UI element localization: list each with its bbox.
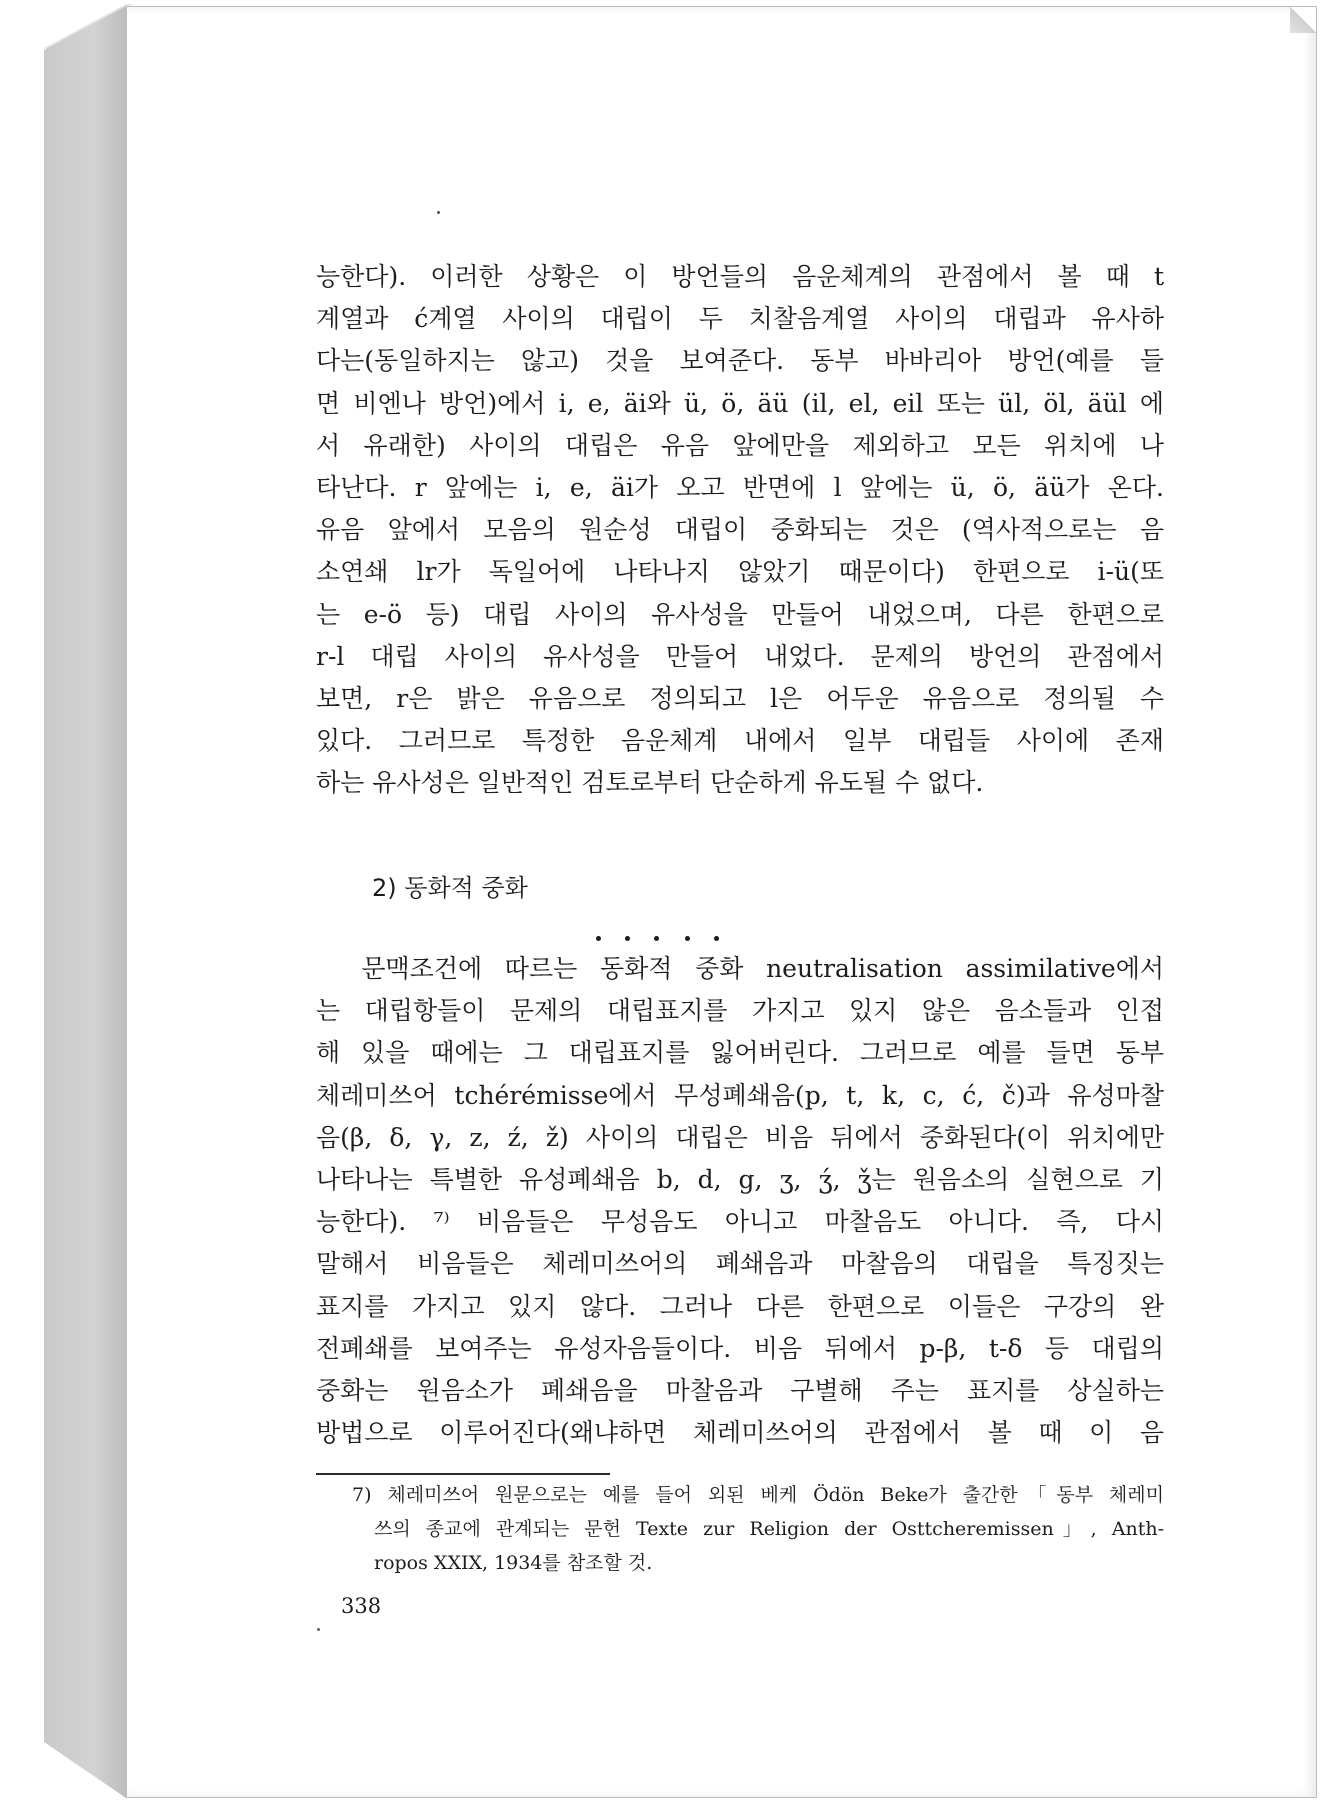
text-line: 다는(동일하지는 않고) 것을 보여준다. 동부 바바리아 방언(예를 들 <box>316 346 1164 376</box>
text-line: 유음 앞에서 모음의 원순성 대립이 중화되는 것은 (역사적으로는 음 <box>316 515 1164 545</box>
text-line: 방법으로 이루어진다(왜냐하면 체레미쓰어의 관점에서 볼 때 이 음 <box>316 1418 1164 1448</box>
text-line: 문맥조건에 따르는 동화적 중화 neutralisation assimilative에서 <box>316 954 1164 983</box>
text-line: 있다. 그러므로 특정한 음운체계 내에서 일부 대립들 사이에 존재 <box>316 726 1164 756</box>
text-line: 능한다). ⁷⁾ 비음들은 무성음도 아니고 마찰음도 아니다. 즉, 다시 <box>316 1207 1164 1237</box>
text-line: 해 있을 때에는 그 대립표지를 잃어버린다. 그러므로 예를 들면 동부 <box>316 1038 1164 1068</box>
footnote-line: 7) 체레미쓰어 원문으로는 예를 들어 외된 베케 Ödön Beke가 출간한「동부 체레미 <box>352 1484 1164 1506</box>
text-line: 하는 유사성은 일반적인 검토로부터 단순하게 유도될 수 없다. <box>316 768 984 798</box>
footnote-line: 쓰의 종교에 관계되는 문헌 Texte zur Religion der Osttcheremissen」, Anth- <box>374 1518 1164 1540</box>
text-line: 보면, r은 밝은 유음으로 정의되고 l은 어두운 유음으로 정의될 수 <box>316 683 1164 713</box>
scan-speck <box>317 1628 320 1631</box>
text-line: 나타나는 특별한 유성폐쇄음 b, d, g, ʒ, ʒ́, ǯ는 원음소의 실현으로 기 <box>316 1164 1164 1194</box>
text-line: 면 비엔나 방언)에서 i, e, äi와 ü, ö, äü (il, el, eil 또는 ül, öl, äül 에 <box>316 388 1164 418</box>
text-line: 타난다. r 앞에는 i, e, äi가 오고 반면에 l 앞에는 ü, ö, äü가 온다. <box>316 472 1164 502</box>
text-line: 전폐쇄를 보여주는 유성자음들이다. 비음 뒤에서 p-β, t-δ 등 대립의 <box>316 1333 1164 1363</box>
scan-speck <box>437 211 440 214</box>
text-line: 음(β, δ, γ, z, ź, ž) 사이의 대립은 비음 뒤에서 중화된다(이 위치에만 <box>316 1122 1164 1152</box>
footnote-separator <box>316 1473 610 1475</box>
paragraph-1 <box>316 256 1164 804</box>
text-line: 능한다). 이러한 상황은 이 방언들의 음운체계의 관점에서 볼 때 t <box>316 262 1164 291</box>
text-line: 체레미쓰어 tchérémisse에서 무성폐쇄음(p, t, k, c, ć, č)과 유성마찰 <box>316 1080 1164 1110</box>
text-line: 말해서 비음들은 체레미쓰어의 폐쇄음과 마찰음의 대립을 특징짓는 <box>316 1249 1164 1279</box>
text-line: 표지를 가지고 있지 않다. 그러나 다른 한편으로 이들은 구강의 완 <box>316 1291 1164 1321</box>
paragraph-2 <box>316 948 1164 1454</box>
text-line: 서 유래한) 사이의 대립은 유음 앞에만을 제외하고 모든 위치에 나 <box>316 430 1164 460</box>
book-spine <box>44 6 126 1798</box>
text-line: 계열과 ć계열 사이의 대립이 두 치찰음계열 사이의 대립과 유사하 <box>316 304 1164 334</box>
footnotes <box>352 1478 1164 1580</box>
section-heading: 2) 동화적 중화 <box>372 874 528 902</box>
footnote-line: ropos XXIX, 1934를 참조할 것. <box>374 1552 653 1574</box>
text-line: r-l 대립 사이의 유사성을 만들어 내었다. 문제의 방언의 관점에서 <box>316 641 1164 671</box>
page-number: 338 <box>341 1594 382 1618</box>
page-corner-fold <box>1290 7 1316 33</box>
text-line: 는 대립항들이 문제의 대립표지를 가지고 있지 않은 음소들과 인접 <box>316 996 1164 1026</box>
text-line: 소연쇄 lr가 독일어에 나타나지 않았기 때문이다) 한편으로 i-ü(또 <box>316 557 1164 587</box>
emphasis-dots <box>588 936 748 944</box>
text-line: 중화는 원음소가 폐쇄음을 마찰음과 구별해 주는 표지를 상실하는 <box>316 1375 1164 1405</box>
text-line: 는 e-ö 등) 대립 사이의 유사성을 만들어 내었으며, 다른 한편으로 <box>316 599 1164 629</box>
